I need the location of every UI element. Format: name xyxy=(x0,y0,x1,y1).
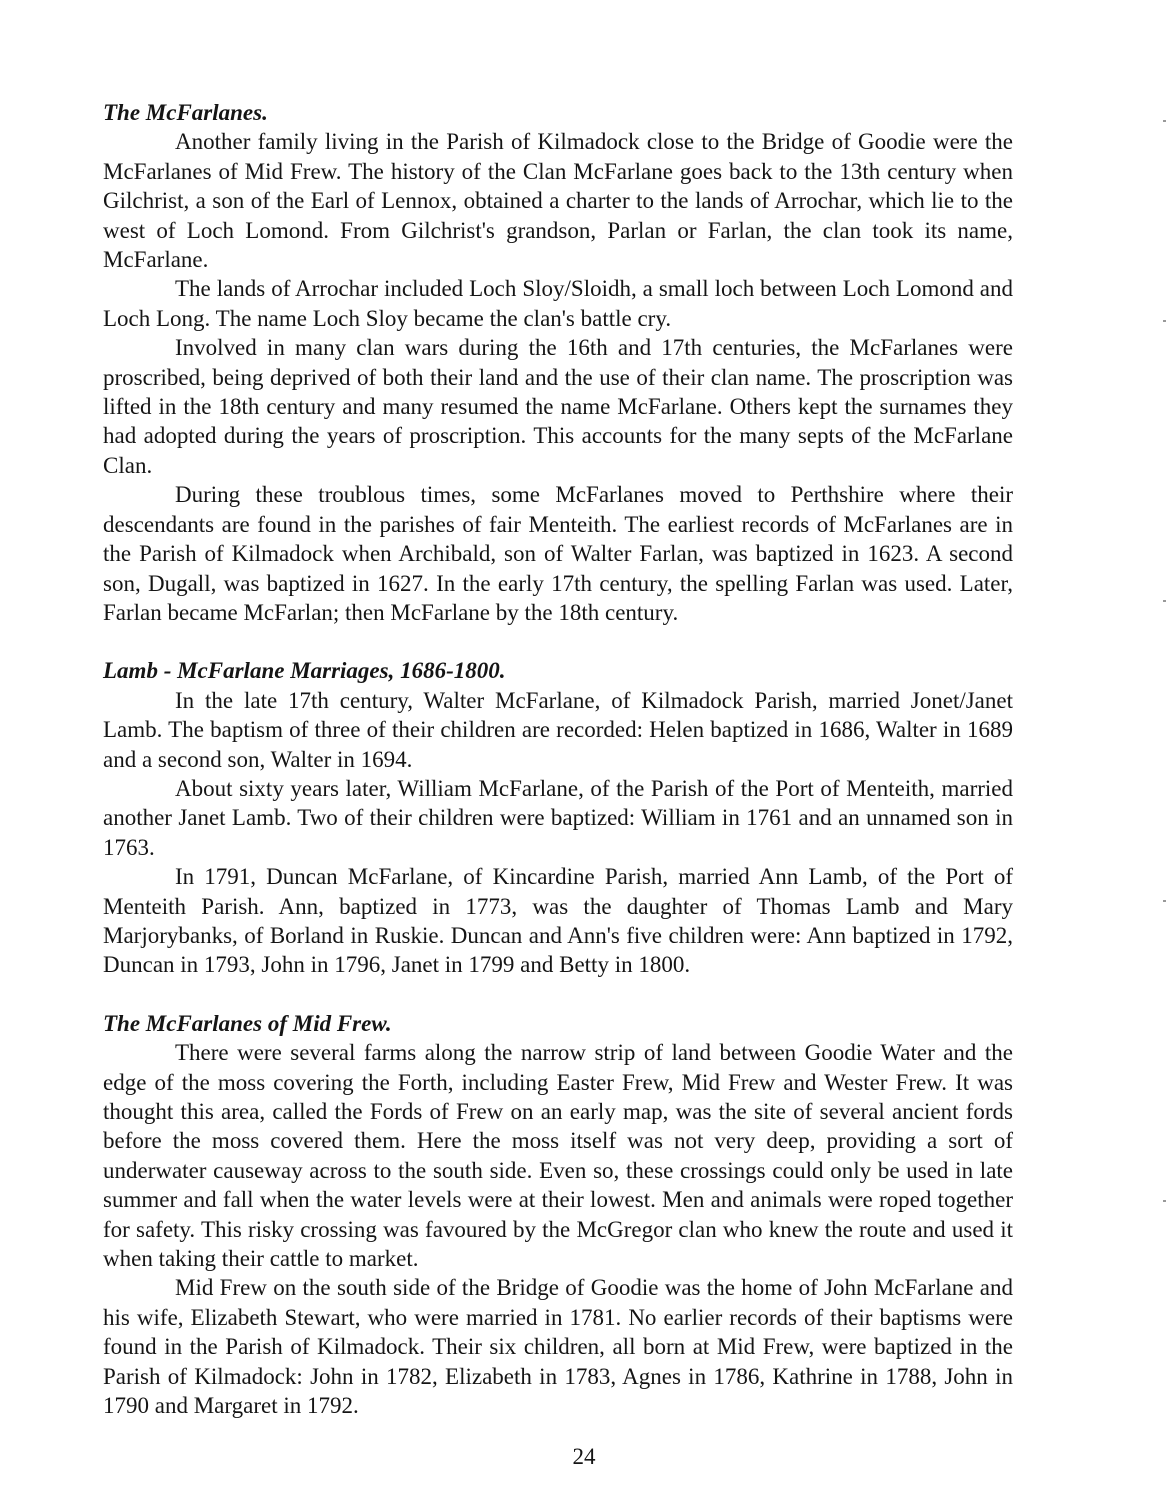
paragraph: The lands of Arrochar included Loch Sloy/Sloidh, a small loch between Loch Lomond and Loch Long. The name Loch Sloy became the clan's battle cry. xyxy=(103,276,1013,331)
section-spacer xyxy=(103,980,1013,1009)
scan-edge-mark xyxy=(1163,1200,1166,1202)
section-lamb-mcfarlane-marriages xyxy=(103,656,1013,979)
section-heading: The McFarlanes of Mid Frew. xyxy=(103,1010,392,1036)
paragraph: During these troublous times, some McFarlanes moved to Perthshire where their descendants are found in the parishes of fair Menteith. The earliest records of McFarlanes are in the Parish of Kilmadock when Archibald, son of Walter Farlan, was baptized in 1623. A second son, Dugall, was baptized in 1627. In the early 17th century, the spelling Farlan was used. Later, Farlan became McFarlan; then McFarlane by the 18th century. xyxy=(103,482,1013,625)
section-spacer xyxy=(103,627,1013,656)
paragraph: Mid Frew on the south side of the Bridge of Goodie was the home of John McFarlane and his wife, Elizabeth Stewart, who were married in 1781. No earlier records of their baptisms were found in the Parish of Kilmadock. Their six children, all born at Mid Frew, were baptized in the Parish of Kilmadock: John in 1782, Elizabeth in 1783, Agnes in 1786, Kathrine in 1788, John in 1790 and Margaret in 1792. xyxy=(103,1275,1013,1419)
paragraph: In the late 17th century, Walter McFarlane, of Kilmadock Parish, married Jonet/Janet Lamb. The baptism of three of their children are recorded: Helen baptized in 1686, Walter in 1689 and a second son, Walter in 1694. xyxy=(103,687,1013,772)
document-page xyxy=(103,98,1013,1420)
paragraph: About sixty years later, William McFarlane, of the Parish of the Port of Menteith, married another Janet Lamb. Two of their children were baptized: William in 1761 and an unnamed son in 1763. xyxy=(103,775,1013,860)
section-mcfarlanes-of-mid-frew xyxy=(103,1009,1013,1421)
paragraph: There were several farms along the narrow strip of land between Goodie Water and the edge of the moss covering the Forth, including Easter Frew, Mid Frew and Wester Frew. It was thought this area, called the Fords of Frew on an early map, was the site of several ancient fords before the moss covered them. Here the moss itself was not very deep, providing a sort of underwater causeway across to the south side. Even so, these crossings could only be used in late summer and fall when the water levels were at their lowest. Men and animals were roped together for safety. This risky crossing was favoured by the McGregor clan who knew the route and used it when taking their cattle to market. xyxy=(103,1040,1013,1272)
scan-edge-mark xyxy=(1163,120,1166,122)
scan-edge-mark xyxy=(1163,320,1166,322)
section-heading: Lamb - McFarlane Marriages, 1686-1800. xyxy=(103,658,506,684)
section-heading: The McFarlanes. xyxy=(103,100,268,125)
page-number: 24 xyxy=(572,1444,596,1469)
paragraph: In 1791, Duncan McFarlane, of Kincardine Parish, married Ann Lamb, of the Port of Menteith Parish. Ann, baptized in 1773, was the daughter of Thomas Lamb and Mary Marjorybanks, of Borland in Ruskie. Duncan and Ann's five children were: Ann baptized in 1792, Duncan in 1793, John in 1796, Janet in 1799 and Betty in 1800. xyxy=(103,864,1013,978)
section-mcfarlanes xyxy=(103,98,1013,627)
scan-edge-mark xyxy=(1163,600,1166,602)
paragraph: Another family living in the Parish of Kilmadock close to the Bridge of Goodie were the McFarlanes of Mid Frew. The history of the Clan McFarlane goes back to the 13th century when Gilchrist, a son of the Earl of Lennox, obtained a charter to the lands of Arrochar, which lie to the west of Loch Lomond. From Gilchrist's grandson, Parlan or Farlan, the clan took its name, McFarlane. xyxy=(103,129,1013,273)
scan-edge-mark xyxy=(1163,900,1166,902)
paragraph: Involved in many clan wars during the 16th and 17th centuries, the McFarlanes were proscribed, being deprived of both their land and the use of their clan name. The proscription was lifted in the 18th century and many resumed the name McFarlane. Others kept the surnames they had adopted during the years of proscription. This accounts for the many septs of the McFarlane Clan. xyxy=(103,335,1013,478)
